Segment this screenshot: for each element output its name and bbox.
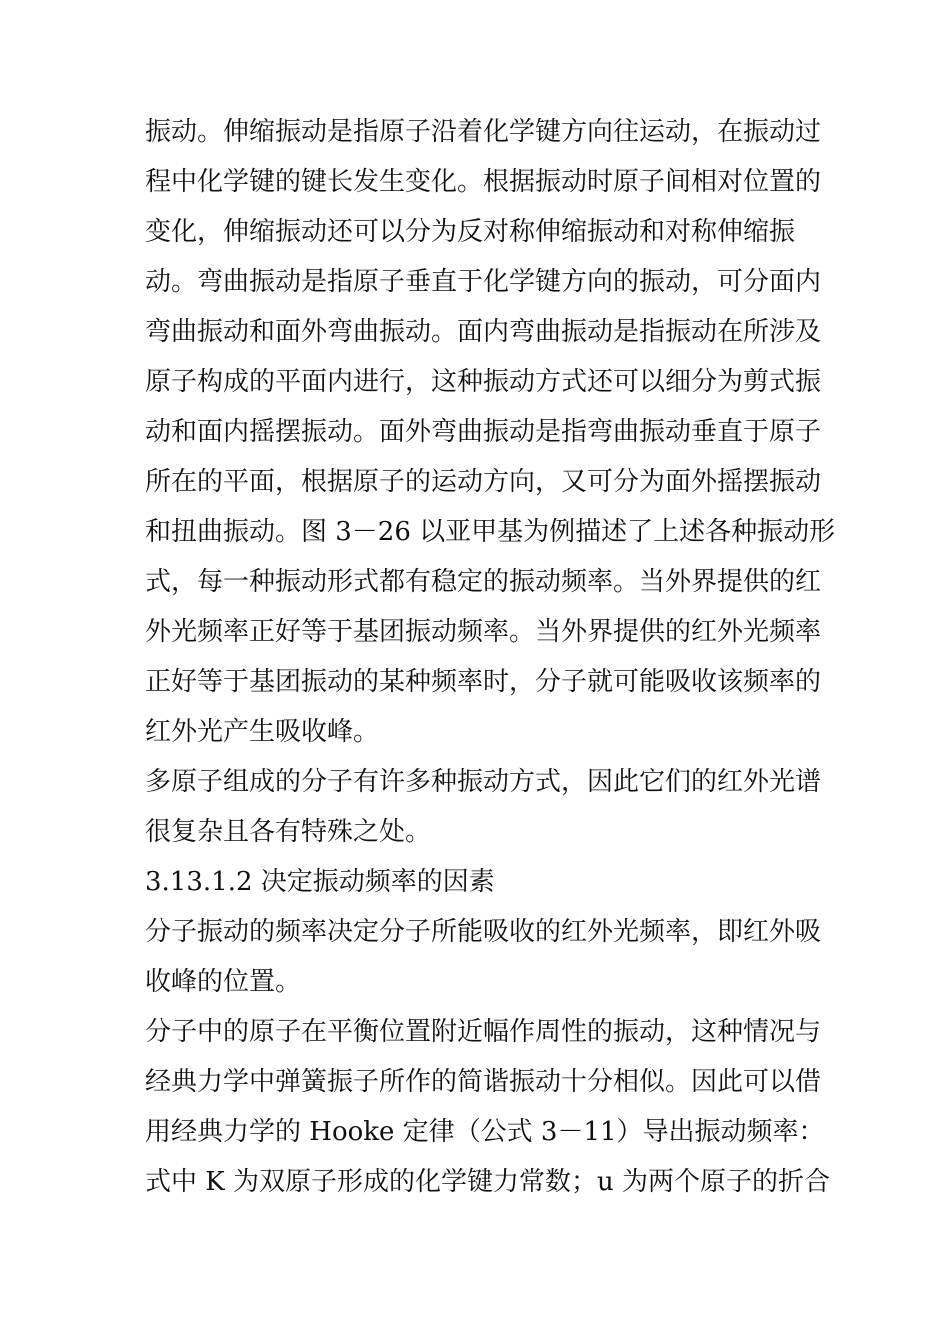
text-line: 式中 K 为双原子形成的化学键力常数；u 为两个原子的折合 xyxy=(145,1167,830,1197)
text-line: 变化，伸缩振动还可以分为反对称伸缩振动和对称伸缩振 xyxy=(145,217,796,247)
text-line: 分子中的原子在平衡位置附近幅作周性的振动，这种情况与 xyxy=(145,1017,822,1047)
text-line: 和扭曲振动。图 3－26 以亚甲基为例描述了上述各种振动形 xyxy=(145,517,836,547)
section-heading: 3.13.1.2 决定振动频率的因素 xyxy=(145,867,495,897)
text-line: 式，每一种振动形式都有稳定的振动频率。当外界提供的红 xyxy=(145,567,822,597)
text-line: 外光频率正好等于基团振动频率。当外界提供的红外光频率 xyxy=(145,617,822,647)
text-line: 红外光产生吸收峰。 xyxy=(145,717,380,747)
text-line: 多原子组成的分子有许多种振动方式，因此它们的红外光谱 xyxy=(145,767,822,797)
text-line: 动和面内摇摆振动。面外弯曲振动是指弯曲振动垂直于原子 xyxy=(145,417,822,447)
text-line: 收峰的位置。 xyxy=(145,967,302,997)
text-line: 程中化学键的键长发生变化。根据振动时原子间相对位置的 xyxy=(145,167,822,197)
text-line: 用经典力学的 Hooke 定律（公式 3－11）导出振动频率： xyxy=(145,1117,825,1147)
text-line: 原子构成的平面内进行，这种振动方式还可以细分为剪式振 xyxy=(145,367,822,397)
text-line: 振动。伸缩振动是指原子沿着化学键方向往运动，在振动过 xyxy=(145,117,822,147)
text-line: 弯曲振动和面外弯曲振动。面内弯曲振动是指振动在所涉及 xyxy=(145,317,822,347)
text-line: 分子振动的频率决定分子所能吸收的红外光频率，即红外吸 xyxy=(145,917,822,947)
text-line: 很复杂且各有特殊之处。 xyxy=(145,817,432,847)
text-line: 所在的平面，根据原子的运动方向，又可分为面外摇摆振动 xyxy=(145,467,822,497)
text-line: 经典力学中弹簧振子所作的简谐振动十分相似。因此可以借 xyxy=(145,1067,822,1097)
text-line: 正好等于基团振动的某种频率时，分子就可能吸收该频率的 xyxy=(145,667,822,697)
text-line: 动。弯曲振动是指原子垂直于化学键方向的振动，可分面内 xyxy=(145,267,822,297)
